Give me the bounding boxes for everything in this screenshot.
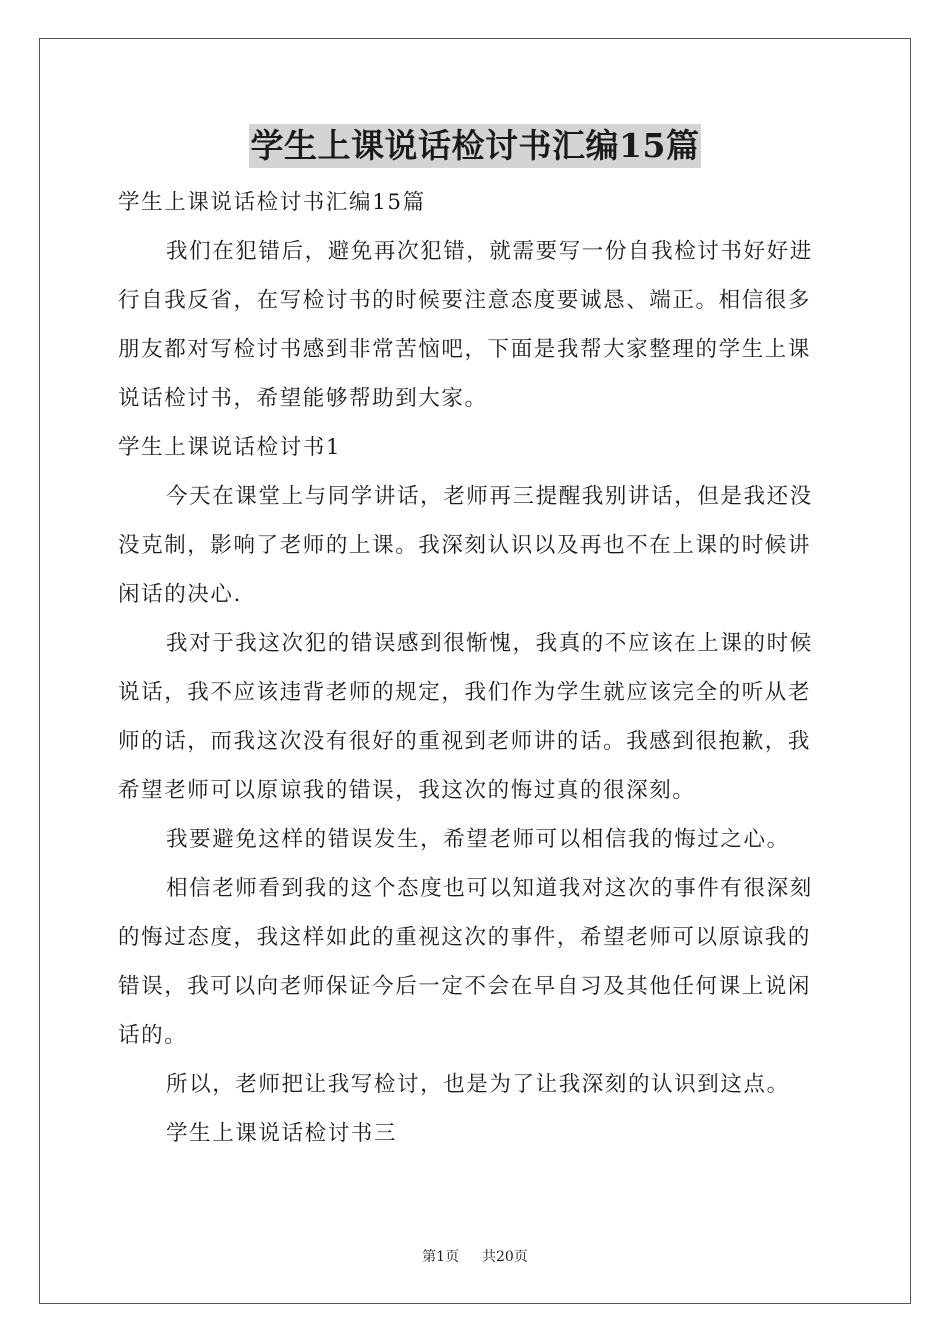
text-line: 我对于我这次犯的错误感到很惭愧，我真的不应该在上课的时候: [166, 631, 813, 656]
page-number: 第1页: [422, 1249, 460, 1265]
text-line: 今天在课堂上与同学讲话，老师再三提醒我别讲话，但是我还没: [166, 484, 813, 509]
text-line: 希望老师可以原谅我的错误，我这次的悔过真的很深刻。: [118, 778, 696, 803]
text-line: 相信老师看到我的这个态度也可以知道我对这次的事件有很深刻: [166, 876, 813, 901]
text-line: 我要避免这样的错误发生，希望老师可以相信我的悔过之心。: [166, 827, 790, 852]
text-line: 行自我反省，在写检讨书的时候要注意态度要诚恳、端正。相信很多: [118, 288, 812, 313]
document-body: [118, 178, 834, 1158]
document-title: 学生上课说话检讨书汇编15篇: [249, 124, 702, 168]
text-line: 学生上课说话检讨书汇编15篇: [118, 190, 426, 215]
page-total: 共20页: [482, 1249, 528, 1265]
text-line: 我们在犯错后，避免再次犯错，就需要写一份自我检讨书好好进: [166, 239, 813, 264]
text-line: 所以，老师把让我写检讨，也是为了让我深刻的认识到这点。: [166, 1072, 790, 1097]
text-line: 没克制，影响了老师的上课。我深刻认识以及再也不在上课的时候讲: [118, 533, 812, 558]
page-footer: [0, 1248, 950, 1266]
title-wrap: [0, 124, 950, 168]
section-heading: 学生上课说话检讨书1: [118, 435, 342, 460]
text-line: 闲话的决心.: [118, 582, 242, 607]
text-line: 错误，我可以向老师保证今后一定不会在早自习及其他任何课上说闲: [118, 974, 812, 999]
text-line: 师的话，而我这次没有很好的重视到老师讲的话。我感到很抱歉，我: [118, 729, 812, 754]
text-line: 的悔过态度，我这样如此的重视这次的事件，希望老师可以原谅我的: [118, 925, 812, 950]
text-line: 说话检讨书，希望能够帮助到大家。: [118, 386, 488, 411]
text-line: 说话，我不应该违背老师的规定，我们作为学生就应该完全的听从老: [118, 680, 812, 705]
text-line: 朋友都对写检讨书感到非常苦恼吧，下面是我帮大家整理的学生上课: [118, 337, 812, 362]
section-heading: 学生上课说话检讨书三: [166, 1121, 398, 1146]
text-line: 话的。: [118, 1023, 188, 1048]
